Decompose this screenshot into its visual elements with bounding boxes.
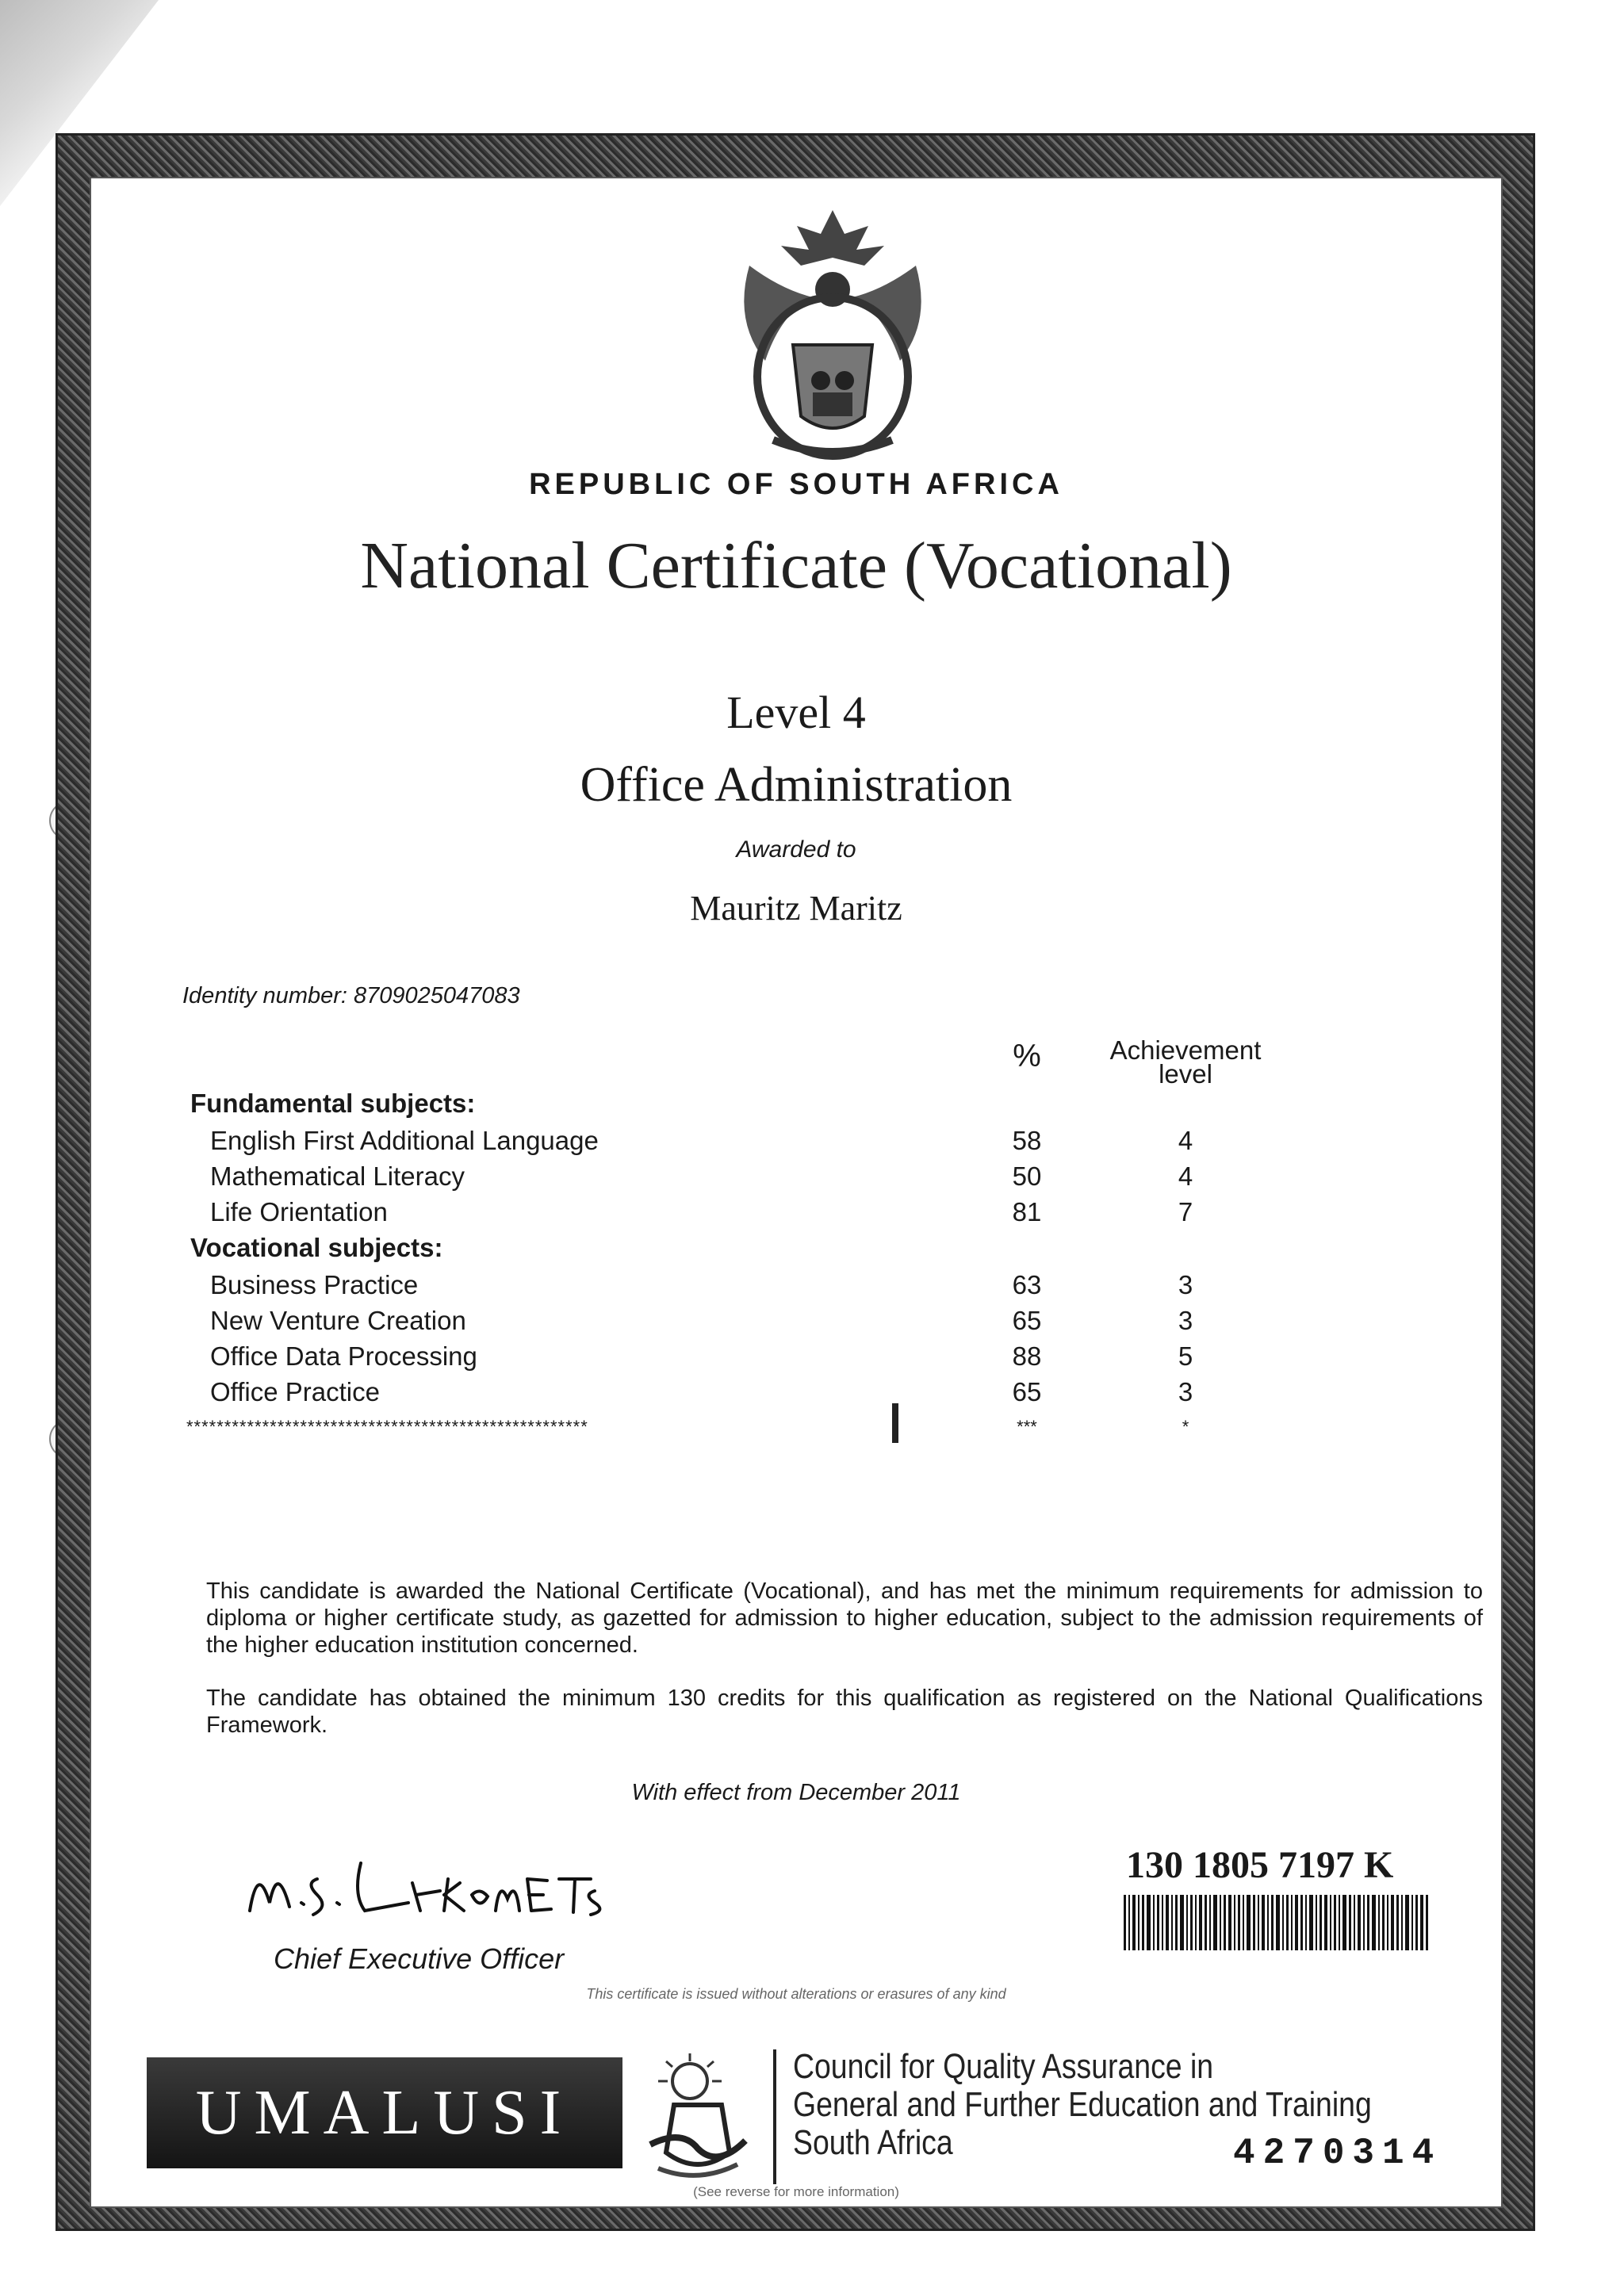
admission-statement: This candidate is awarded the National Certificate (Vocational), and has met the minimum requirements for admission to diploma or higher certificate study, as gazetted for admission to higher education, subject to the admission requirements of the higher education institution concerned. bbox=[206, 1578, 1483, 1658]
candidate-name: Mauritz Maritz bbox=[690, 889, 902, 928]
table-row bbox=[186, 1161, 1297, 1197]
subject-name: English First Additional Language bbox=[210, 1126, 599, 1155]
subject-name: New Venture Creation bbox=[210, 1306, 466, 1335]
effective-date: With effect from December 2011 bbox=[631, 1780, 961, 1805]
certificate-title: National Certificate (Vocational) bbox=[360, 529, 1232, 603]
subject-name: Mathematical Literacy bbox=[210, 1161, 465, 1191]
awarded-to-label: Awarded to bbox=[736, 836, 856, 863]
coat-of-arms-emblem bbox=[718, 202, 948, 464]
signature-image bbox=[242, 1847, 622, 1927]
subject-level: 3 bbox=[1178, 1306, 1193, 1335]
achievement-column-header: Achievement level bbox=[1109, 1035, 1262, 1089]
table-row bbox=[186, 1126, 1297, 1161]
issued-note: This certificate is issued without alterations or erasures of any kind bbox=[586, 1986, 1006, 2002]
stars-percent: *** bbox=[1017, 1417, 1037, 1437]
table-row bbox=[186, 1270, 1297, 1306]
subject-percent: 50 bbox=[1012, 1161, 1042, 1191]
table-row bbox=[186, 1341, 1297, 1377]
subject-percent: 63 bbox=[1012, 1270, 1042, 1299]
subject-percent: 65 bbox=[1012, 1306, 1042, 1335]
identity-line bbox=[182, 983, 520, 1009]
subject-name: Office Data Processing bbox=[210, 1341, 477, 1371]
footer-divider bbox=[773, 2049, 776, 2184]
republic-heading: REPUBLIC OF SOUTH AFRICA bbox=[529, 468, 1063, 501]
subject-name: Business Practice bbox=[210, 1270, 419, 1299]
vocational-subjects-label: Vocational subjects: bbox=[190, 1233, 443, 1262]
subject-level: 3 bbox=[1178, 1377, 1193, 1406]
subject-level: 3 bbox=[1178, 1270, 1193, 1299]
reverse-note: (See reverse for more information) bbox=[693, 2184, 899, 2199]
council-line: General and Further Education and Training bbox=[793, 2085, 1372, 2124]
subject-level: 4 bbox=[1178, 1126, 1193, 1155]
subject-level: 4 bbox=[1178, 1161, 1193, 1191]
certificate-border bbox=[56, 133, 1535, 2231]
certificate-number: 130 1805 7197 K bbox=[1126, 1844, 1394, 1886]
table-row bbox=[186, 1197, 1297, 1233]
identity-label: Identity number: bbox=[182, 983, 347, 1008]
stars-level: * bbox=[1182, 1417, 1189, 1437]
council-line: South Africa bbox=[793, 2123, 953, 2162]
subject-level: 5 bbox=[1178, 1341, 1193, 1371]
council-line: Council for Quality Assurance in bbox=[793, 2047, 1214, 2086]
credits-statement: The candidate has obtained the minimum 130 credits for this qualification as registered on the National Qualifications Framework. bbox=[206, 1686, 1483, 1738]
umalusi-logo bbox=[642, 2049, 761, 2184]
percent-column-header: % bbox=[1013, 1039, 1041, 1073]
subject-name: Office Practice bbox=[210, 1377, 380, 1406]
fundamental-subjects-label: Fundamental subjects: bbox=[190, 1089, 476, 1118]
table-row bbox=[186, 1306, 1297, 1341]
identity-number: 8709025047083 bbox=[354, 983, 520, 1008]
ink-mark bbox=[892, 1403, 898, 1443]
subject-percent: 65 bbox=[1012, 1377, 1042, 1406]
subject-percent: 81 bbox=[1012, 1197, 1042, 1226]
serial-number: 4270314 bbox=[1233, 2133, 1442, 2174]
subject-percent: 58 bbox=[1012, 1126, 1042, 1155]
subject-name: Life Orientation bbox=[210, 1197, 388, 1226]
certificate-body bbox=[90, 177, 1503, 2208]
subject-percent: 88 bbox=[1012, 1341, 1042, 1371]
level-heading: Level 4 bbox=[726, 687, 866, 738]
umalusi-name-box: UMALUSI bbox=[147, 2057, 622, 2168]
barcode bbox=[1124, 1895, 1433, 1958]
stars-separator: ***************************************************** bbox=[186, 1417, 588, 1437]
program-heading: Office Administration bbox=[580, 758, 1013, 812]
ceo-title: Chief Executive Officer bbox=[274, 1942, 565, 1975]
subject-level: 7 bbox=[1178, 1197, 1193, 1226]
table-row bbox=[186, 1377, 1297, 1413]
